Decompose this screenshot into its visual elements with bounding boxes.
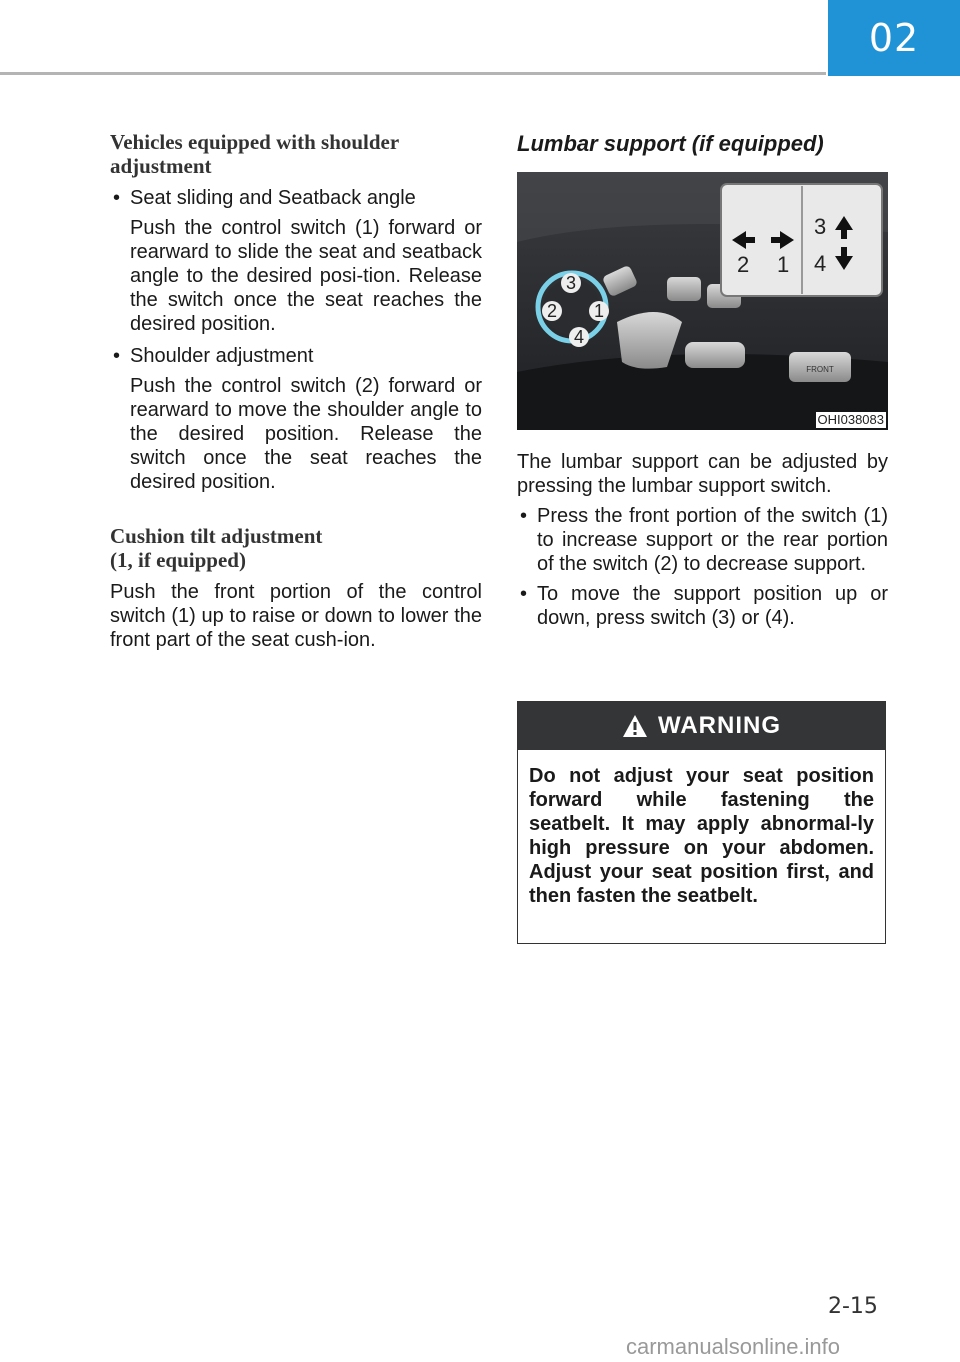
front-button-label: FRONT	[806, 365, 834, 374]
warning-label: WARNING	[658, 712, 781, 739]
list-item	[110, 186, 482, 336]
title-line: Cushion tilt adjustment	[110, 524, 323, 548]
figure-label: 3	[814, 214, 827, 239]
chapter-tab	[828, 0, 960, 76]
title-line: (1, if equipped)	[110, 548, 246, 572]
section-title-shoulder: Vehicles equipped with shoulder adjustment	[110, 130, 399, 178]
watermark: carmanualsonline.info	[626, 1334, 841, 1359]
bullet-title: • Seat sliding and Seatback angle	[130, 187, 416, 209]
warning-text: Do not adjust your seat position forward while fastening the seatbelt. It may apply abnormal-ly high pressure on your abdomen. Adjust your seat position first, and then fasten the seatbelt.	[529, 765, 874, 907]
list-item	[110, 344, 482, 494]
figure-label: 1	[777, 252, 790, 277]
lumbar-intro: The lumbar support can be adjusted by pressing the lumbar support switch.	[517, 451, 888, 497]
header-rule	[0, 72, 826, 75]
warning-box	[517, 701, 886, 944]
figure-label: 2	[737, 252, 750, 277]
bullet-description: Push the control switch (2) forward or rearward to move the shoulder angle to the desired position. Release the switch once the seat reaches the desired position.	[130, 375, 482, 493]
shoulder-bullet-list	[110, 186, 482, 494]
list-item: • To move the support position up or down, press switch (3) or (4).	[517, 582, 888, 630]
section-title-lumbar: Lumbar support (if equipped)	[517, 131, 824, 156]
right-column	[517, 130, 888, 636]
bullet-description: Push the control switch (1) forward or rearward to slide the seat and seatback angle to the desired posi-tion. Release the switch once the seat reaches the desired position.	[130, 217, 482, 335]
warning-header	[518, 702, 885, 750]
lumbar-switch-figure	[517, 172, 888, 430]
section-title-cushion-tilt	[110, 524, 482, 572]
figure-label: 4	[814, 251, 827, 276]
left-column	[110, 130, 482, 652]
figure-label: 1	[593, 301, 605, 321]
page-number: 2-15	[828, 1294, 878, 1319]
chapter-number: 02	[868, 16, 920, 60]
warning-triangle-icon	[622, 714, 648, 738]
bullet-title: • Shoulder adjustment	[130, 345, 314, 367]
cushion-tilt-body: Push the front portion of the control switch (1) up to raise or down to lower the front part of the seat cush-ion.	[110, 581, 482, 651]
figure-label: 2	[546, 301, 558, 321]
list-item: • Press the front portion of the switch (1) to increase support or the rear portion of the switch (2) to decrease support.	[517, 504, 888, 576]
figure-label: 3	[565, 273, 577, 293]
section-gap	[110, 502, 482, 524]
figure-label: 4	[573, 327, 585, 347]
lumbar-bullet-list	[517, 504, 888, 630]
figure-code: OHI038083	[817, 412, 884, 427]
seat-control-illustration	[517, 172, 888, 430]
